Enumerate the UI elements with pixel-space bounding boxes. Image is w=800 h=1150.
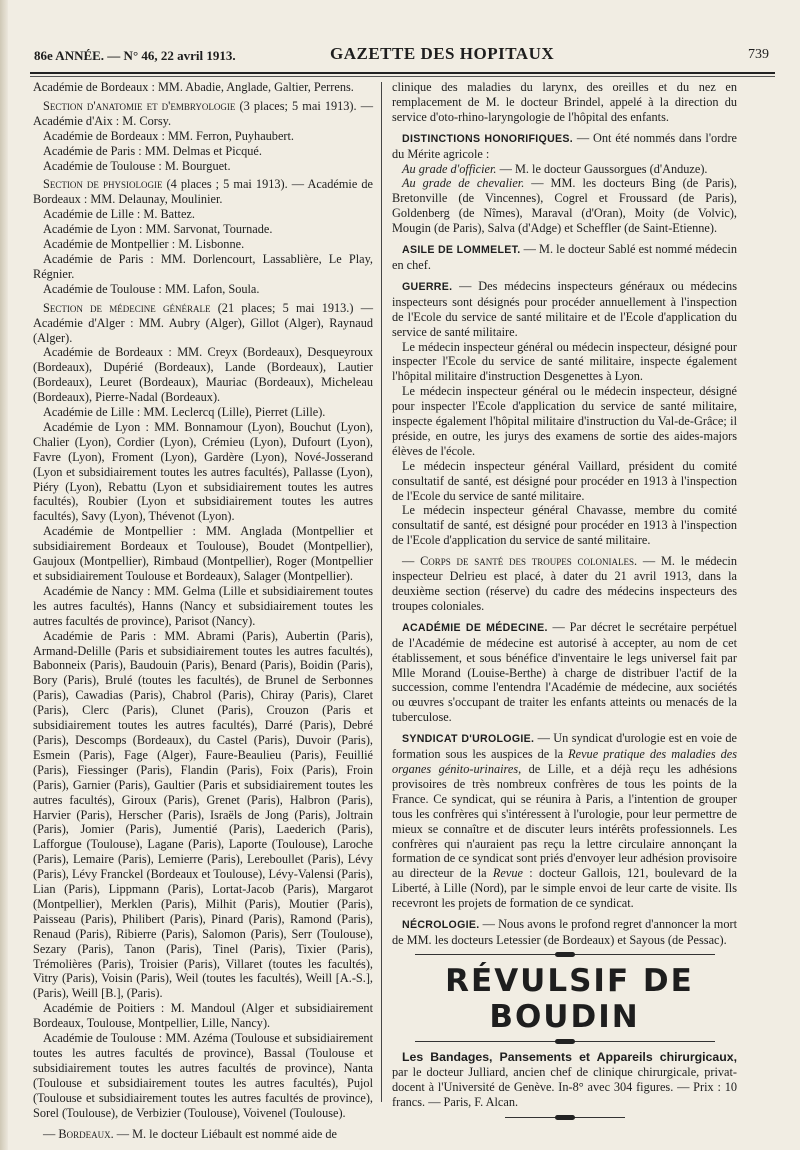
right-paragraph: Le médecin inspecteur général Vaillard, président du comité consultatif de santé, est désigné pour procéder en 1913 à l'inspection de l'Ecole du service de santé militaire.	[392, 458, 737, 503]
publication-notice	[392, 1050, 737, 1110]
right-paragraph: DISTINCTIONS HONORIFIQUES. — Ont été nommés dans l'ordre du Mérite agricole :	[392, 130, 737, 161]
right-paragraph: Le médecin inspecteur général ou le médecin inspecteur, désigné pour inspecter l'Ecole d'application du service de santé militaire, inspecte également l'hôpital militaire d'instruction du Val-de-Grâce; il préside, en outre, les jurys des examens de sortie des aides-majors élèves de l'école.	[392, 384, 737, 458]
left-paragraph: Section de médecine générale (21 places; 5 mai 1913.) — Académie d'Alger : MM. Aubry (Alger), Gillot (Alger), Raynaud (Alger).	[33, 300, 373, 345]
ornament-rule-top	[415, 954, 715, 955]
page-header	[30, 44, 775, 70]
right-paragraph: Le médecin inspecteur général ou médecin inspecteur, désigné pour inspecter l'Ecole du service de santé militaire, inspecte également l'hôpital militaire d'instruction Desgenettes à Lyon.	[392, 339, 737, 384]
header-rule-thin	[30, 76, 775, 77]
left-paragraph: Académie de Bordeaux : MM. Creyx (Bordeaux), Desqueyroux (Bordeaux), Dupérié (Bordeaux), Lande (Bordeaux), Lautier (Bordeaux), Leuret (Bordeaux), Mauriac (Bordeaux), Micheleau (Bordeaux), Pierre-Nadal (Bordeaux).	[33, 345, 373, 405]
right-paragraph: ASILE DE LOMMELET. — M. le docteur Sablé est nommé médecin en chef.	[392, 242, 737, 272]
advert-title: RÉVULSIF DE BOUDIN	[445, 962, 694, 1035]
closing-rule	[505, 1117, 625, 1118]
right-paragraph: — Corps de santé des troupes coloniales. — M. le médecin inspecteur Delrieu est placé, à dater du 21 avril 1913, dans la deuxième section (réserve) du cadre des médecins inspecteurs des troupes coloniales.	[392, 554, 737, 613]
left-paragraph: Académie de Lille : MM. Leclercq (Lille), Pierret (Lille).	[43, 405, 326, 420]
left-paragraph: Section de physiologie (4 places ; 5 mai 1913). — Académie de Bordeaux : MM. Delaunay, Moulinier.	[33, 177, 373, 207]
publication-body: par le docteur Julliard, ancien chef de clinique chirurgicale, privat-docent à l'Université de Genève. In-8° avec 304 figures. — Prix : 10 francs. — Paris, F. Alcan.	[392, 1064, 737, 1109]
left-paragraph: Académie de Poitiers : M. Mandoul (Alger et subsidiairement Bordeaux, Toulouse, Montpellier, Lille, Nancy).	[33, 1001, 373, 1031]
left-paragraph: Académie de Toulouse : M. Bourguet.	[43, 158, 231, 173]
left-paragraph: Section d'anatomie et d'embryologie (3 places; 5 mai 1913). — Académie d'Aix : M. Corsy.	[33, 98, 373, 128]
left-paragraph: Académie de Paris : MM. Delmas et Picqué.	[43, 143, 262, 158]
right-column-articles	[392, 80, 737, 948]
left-paragraph: Académie de Bordeaux : MM. Ferron, Puyhaubert.	[43, 128, 294, 143]
left-paragraph: Académie de Lyon : MM. Sarvonat, Tournade.	[43, 222, 273, 237]
page-number: 739	[748, 47, 769, 62]
issue-info: 86e ANNÉE. — N° 46, 22 avril 1913.	[34, 48, 236, 63]
left-paragraph: Académie de Toulouse : MM. Azéma (Toulouse et subsidiairement toutes les autres facultés de province), Bassal (Toulouse et subsidiairement toutes les autres facultés de province), Nanta (Toulouse et subsidiairement toutes les autres facultés), Pujol (Toulouse et subsidiairement toutes les autres facultés de province), Sorel (Toulouse), de Verbizier (Toulouse), Voivenel (Toulouse).	[33, 1031, 373, 1120]
right-column	[392, 80, 737, 1118]
left-paragraph: Académie de Nancy : MM. Gelma (Lille et subsidiairement toutes les autres facultés), Hanns (Nancy et subsidiairement toutes les autres facultés de province), Parisot (Nancy).	[33, 583, 373, 628]
right-paragraph: ACADÉMIE DE MÉDECINE. — Par décret le secrétaire perpétuel de l'Académie de médecine est autorisé à accepter, au nom de cet établissement, et sous bénéfice d'inventaire le legs universel fait par Mlle Morand (Louise-Berthe) à charge de distribuer l'actif de la succession, comme l'entendra l'Académie de médecine, aux sociétés ou œuvres s'occupant de traiter les enfants atteints ou menacés de la tuberculose.	[392, 619, 738, 725]
right-paragraph: SYNDICAT D'UROLOGIE. — Un syndicat d'urologie est en voie de formation sous les auspices de la Revue pratique des maladies des organes génito-urinaires, de Lille, et a déjà reçu les adhésions provisoires de très nombreux confrères de tous les points de la France. Ce syndicat, qui se réunira à Paris, a l'intention de grouper tous les confrères qui s'intéressent à l'urologie, pour leur permettre de mieux se connaître et de discuter leurs intérêts professionnels. Les confrères qui n'auraient pas reçu la lettre circulaire annonçant la formation de ce syndicat sont priés d'envoyer leur adhésion provisoire au directeur de la Revue : docteur Gallois, 121, boulevard de la Liberté, à Lille (Nord), par le simple envoi de leur carte de visite. Ils recevront les projets de formation de ce syndicat.	[392, 731, 738, 911]
column-divider	[381, 82, 382, 1102]
left-column	[33, 80, 373, 1141]
page-spine	[0, 0, 8, 1150]
right-paragraph: Au grade d'officier. — M. le docteur Gaussorgues (d'Anduze).	[402, 161, 708, 176]
left-paragraph: Académie de Montpellier : MM. Anglada (Montpellier et subsidiairement Bordeaux et Toulouse), Boudet (Montpellier), Gaujoux (Montpellier), Rimbaud (Montpellier), Roger (Montpellier et subsidiairement Toulouse et Bordeaux), Salager (Montpellier).	[33, 524, 373, 583]
left-paragraph: Académie de Paris : MM. Dorlencourt, Lassablière, Le Play, Régnier.	[33, 251, 373, 281]
right-paragraph: Au grade de chevalier. — MM. les docteurs Bing (de Paris), Bretonville (de Vincennes), Cogrel et Froussard (de Paris), Goldenberg (de Nîmes), Maraval (d'Oran), Moity (de Volvic), Mougin (de Paris), Salva (d'Adge) et Scheffler (de Saint-Etienne).	[392, 176, 737, 236]
left-paragraph: Académie de Lyon : MM. Bonnamour (Lyon), Bouchut (Lyon), Chalier (Lyon), Cordier (Lyon), Crémieu (Lyon), Dufourt (Lyon), Favre (Lyon), Froment (Lyon), Gardère (Lyon), Nové-Josserand (Lyon et subsidiairement toutes les autres facultés), Pallasse (Lyon), Piéry (Lyon), Rebattu (Lyon et subsidiairement toutes les autres facultés), Roubier (Lyon et subsidiairement toutes les autres facultés), Savy (Lyon), Thévenot (Lyon).	[33, 419, 373, 524]
left-paragraph: Académie de Bordeaux : MM. Abadie, Anglade, Galtier, Perrens.	[33, 80, 354, 94]
left-paragraph: Académie de Lille : M. Battez.	[43, 207, 195, 222]
right-paragraph: clinique des maladies du larynx, des oreilles et du nez en remplacement de M. le docteur Brindel, appelé à la direction du service d'oto-rhino-laryngologie de l'hôpital des enfants.	[392, 80, 737, 124]
left-paragraph: Académie de Montpellier : M. Lisbonne.	[43, 237, 245, 252]
ornament-rule-bottom	[415, 1041, 715, 1042]
journal-title: GAZETTE DES HOPITAUX	[330, 44, 555, 63]
right-paragraph: NÉCROLOGIE. — Nous avons le profond regret d'annoncer la mort de MM. les docteurs Letessier (de Bordeaux) et Sayous (de Pessac).	[392, 917, 737, 947]
header-rule	[30, 72, 775, 74]
publication-title: Les Bandages, Pansements et Appareils chirurgicaux,	[402, 1049, 737, 1064]
right-paragraph: Le médecin inspecteur général Chavasse, membre du comité consultatif de santé, est désigné pour procéder en 1913 à l'inspection de l'Ecole d'application du service de santé militaire.	[392, 503, 737, 548]
left-paragraph: — Bordeaux. — M. le docteur Liébault est nommé aide de	[43, 1126, 337, 1141]
right-paragraph: GUERRE. — Des médecins inspecteurs généraux ou médecins inspecteurs sont désignés pour procéder annuellement à l'inspection de l'Ecole du service de santé militaire et de l'Ecole d'application du service de santé militaire.	[392, 278, 737, 339]
left-paragraph: Académie de Paris : MM. Abrami (Paris), Aubertin (Paris), Armand-Delille (Paris et subsidiairement toutes les autres facultés), Babonneix (Paris), Baudouin (Paris), Benard (Paris), Boidin (Paris), Bory (Paris), Brulé (toutes les facultés), de Brunel de Serbonnes (Paris), Cawadias (Paris), Chabrol (Paris), Chiray (Paris), Claret (Paris), Clerc (Paris), Clunet (Paris), Crouzon (Paris et subsidiairement toutes les autres facultés), Darré (Paris), Debré (Paris), Descomps (Bordeaux), du Castel (Paris), Duvoir (Paris), Esmein (Paris), Fage (Alger), Faure-Beaulieu (Paris), Feuillié (Paris), Fiessinger (Paris), Flandin (Paris), Foix (Paris), Froin (Paris), Garnier (Paris), Gaultier (Paris et subsidiairement toutes les autres facultés), Giroux (Paris), Grenet (Paris), Halbron (Paris), Harvier (Paris), Herscher (Paris), Israëls de Jong (Paris), Joltrain (Paris), Jomier (Paris), Jumentié (Paris), Laederich (Paris), Lafforgue (Toulouse), Lagane (Paris), Laporte (Toulouse), Laroche (Paris), Lemaire (Paris), Lemierre (Paris), Lereboullet (Paris), Lévy (Paris), Lévy Franckel (Bordeaux et Toulouse), Lévy-Valensi (Paris), Lian (Paris), Lippmann (Paris), Lortat-Jacob (Paris), Margarot (Montpellier), Merklen (Paris), Milhit (Paris), Moutier (Paris), Paisseau (Paris), Philibert (Paris), Pinard (Paris), Ramond (Paris), Renaud (Paris), Ribierre (Paris), Salomon (Paris), Serr (Toulouse), Sezary (Paris), Tanon (Paris), Tinel (Paris), Tixier (Paris), Trémolières (Paris), Troisier (Paris), Villaret (toutes les facultés), Vitry (Paris), Voisin (Paris), Weil (toutes les facultés), Weill [A.-S.], (Paris), Weill [B.], (Paris).	[33, 628, 373, 1001]
left-paragraph: Académie de Toulouse : MM. Lafon, Soula.	[43, 281, 260, 296]
